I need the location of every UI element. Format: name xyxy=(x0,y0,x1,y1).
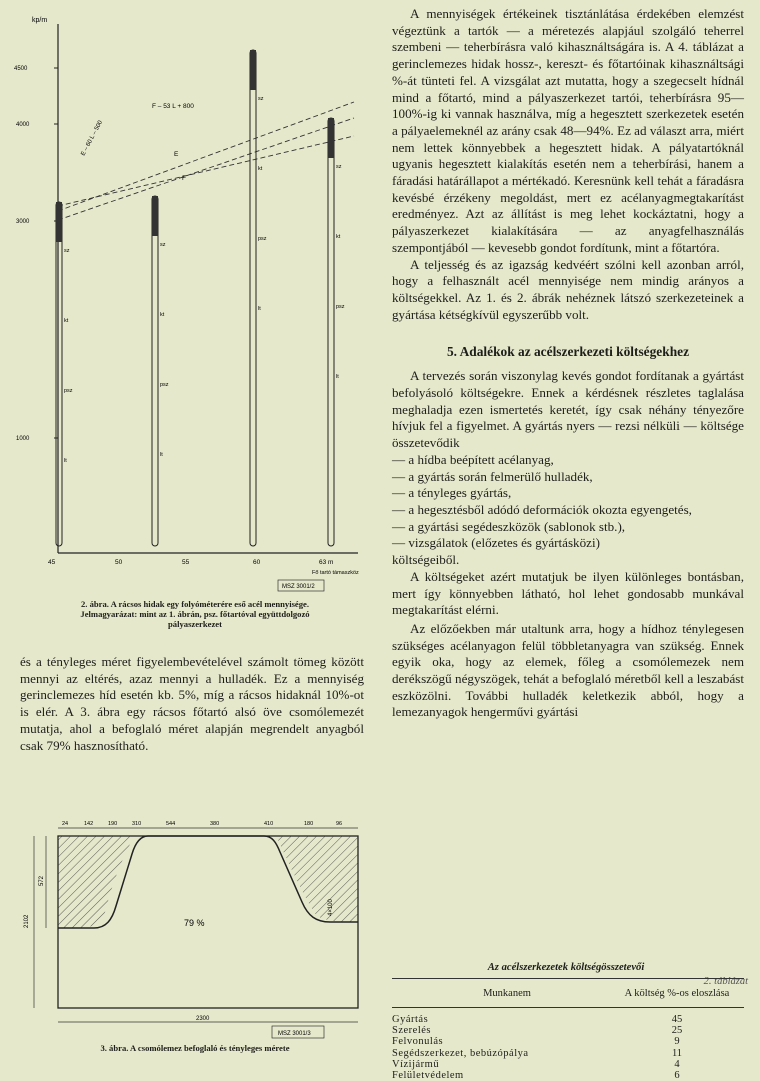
table-row xyxy=(392,1036,744,1047)
formula-mid2: E xyxy=(174,151,179,158)
bar-label: kt xyxy=(336,234,341,240)
formula-low: F xyxy=(182,175,186,182)
table-number: 2. táblázat xyxy=(703,976,748,987)
bar-label: psz xyxy=(258,236,267,242)
table-cell-name: Vízijármű xyxy=(392,1058,440,1070)
table-cell-name: Szerelés xyxy=(392,1025,431,1037)
cost-table xyxy=(392,978,744,1081)
bar xyxy=(152,196,158,546)
list-tail: költségeiből. xyxy=(392,552,460,568)
table-row xyxy=(392,1059,744,1070)
formula-mid: E – 60 L – 500 xyxy=(80,119,104,157)
table-cell-value: 25 xyxy=(671,1025,683,1037)
dim-top: 24 xyxy=(62,821,69,827)
bar-label: lt xyxy=(160,452,163,458)
caption-line: Jelmagyarázat: mint az 1. ábrán, psz. főtartóval együttdolgozó xyxy=(80,609,310,619)
list-item: — a gyártási segédeszközök (sablonok stb.), xyxy=(392,518,626,534)
table-cell-name: Felvonulás xyxy=(392,1036,444,1048)
bar xyxy=(328,118,334,546)
figure-2-caption xyxy=(20,599,370,629)
dim-top: 96 xyxy=(336,821,343,827)
dim-top: 190 xyxy=(108,821,118,827)
paragraph: Az előzőekben már utaltunk arra, hogy a hídhoz ténylegesen szükséges acélanyagon felül többletanyagra van szükség. Ennek egyik oka, hogy az elemek, főleg a csomólemezek nem derékszögű négyszögek, tehát a befoglaló méretből kell a leszabást eszközölni. További hulladék keletkezik abból, hogy a lemezanyagok hengerművi gyártási xyxy=(392,620,744,720)
bar-label: lt xyxy=(64,458,67,464)
dim-right: 4×100 xyxy=(328,899,334,916)
paragraph: A mennyiségek értékeinek tisztánlátása érdekében elemzést végeztünk a tartók — a méretezés alapjául szolgáló teherrel szembeni — teherbírásra való kihasználtságára is. A 4. táblázat a gerinclemezes hidak hossz-, kereszt- és főtartóinak kihasználtsági %-át tünteti fel. A vizsgálat azt mutatta, hogy a szegecselt hídnál mind a főtartó, mind a pályaszerkezet tartói, teherbírásra 95—100%-ig ki vannak használva, míg a hegesztett szerkezetek esetén a pályaelemeknél az arány csak 48—94%. Ez ad választ arra, miért nem lettek könnyebbek a hegesztett hidak. A pályatartóknál ugyanis hegesztett kialakítás esetén nem a teherbírási, hanem a fáradási határállapot a mértékadó. Keresnünk kell tehát a fáradásra kevésbé érzékeny megoldást, mert ez acélanyagmegtakarítást eredményez. Azt az állítást is meg lehet kockáztatni, hogy a pályaszerkezet kialakítására — az anyagfelhasználás szempontjából — kevesebb gondot fordítunk, mint a főtartóra. xyxy=(392,6,744,255)
bar-label: sz xyxy=(336,164,342,170)
right-column xyxy=(392,6,744,721)
dim-bottom: 2300 xyxy=(196,1016,210,1022)
paragraph: A tervezés során viszonylag kevés gondot fordítanak a gyártást befolyásoló költségekre. Ennek a kérdésnek részletes taglalása meghaladja ezen ismertetés keretét, így csak néhány tényezőre hívjuk fel a figyelmet. A gyártás nyers — rezsi nélküli — költsége összetevődik xyxy=(392,368,744,451)
table-cell-value: 9 xyxy=(674,1036,680,1048)
bar-label: psz xyxy=(336,304,345,310)
table-row xyxy=(392,1025,744,1036)
left-paragraph: és a tényleges méret figyelembevételével számolt tömeg között mennyi az eltérés, azaz mennyi a hulladék. Ez a mennyiség gerinclemezes híd esetén kb. 5%, míg a rácsos hidaknál 10%-ot is elér. A 3. ábra egy rácsos főtartó alsó öve csomólemezét mutatja, ahol a befoglaló méret alapján megrendelt anyagból csak 79% hasznosítható. xyxy=(20,654,364,753)
table-cell-value: 11 xyxy=(671,1047,683,1059)
bar-segment xyxy=(250,50,256,90)
table-cell-name: Gyártás xyxy=(392,1014,429,1025)
bar-label: lt xyxy=(258,306,261,312)
table-cell-value: 45 xyxy=(671,1014,683,1025)
caption-line: 2. ábra. A rácsos hidak egy folyóméterére eső acél mennyisége. xyxy=(80,599,309,609)
table-row xyxy=(392,1070,744,1081)
bar-label: kt xyxy=(258,166,263,172)
dim-top: 310 xyxy=(132,821,142,827)
x-tick: 45 xyxy=(48,559,56,566)
x-tick: 63 m xyxy=(319,559,334,566)
list-item: — a hegesztésből adódó deformációk okozta egyengetés, xyxy=(392,501,692,517)
x-tick: 50 xyxy=(115,559,123,566)
paragraph: A költségeket azért mutatjuk be ilyen különleges bontásban, mert így könnyebben látható, hol lehet gondosabb munkával megtakarítást elérni. xyxy=(392,568,744,618)
dim-top: 180 xyxy=(304,821,314,827)
list-item: — a tényleges gyártás, xyxy=(392,485,512,501)
figure-3-diagram xyxy=(14,816,368,1042)
table-title: Az acélszerkezetek költségösszetevői xyxy=(487,962,645,973)
y-tick: 4000 xyxy=(16,122,30,128)
bar xyxy=(56,202,62,546)
bar xyxy=(250,50,256,546)
dim-left2: 572 xyxy=(39,875,45,886)
figure-ref: MSZ 3001/3 xyxy=(278,1031,311,1037)
y-tick: 3000 xyxy=(16,219,30,225)
table-col-header: Munkanem xyxy=(483,987,531,999)
x-axis-label: Fő tartó támaszköz xyxy=(312,570,359,576)
formula-top: F – 53 L + 800 xyxy=(152,103,194,110)
y-tick: 1000 xyxy=(16,436,30,442)
bar-label: psz xyxy=(160,382,169,388)
x-tick: 55 xyxy=(182,559,190,566)
bar-label: sz xyxy=(64,248,70,254)
figure-3-caption: 3. ábra. A csomólemez befoglaló és tényleges mérete xyxy=(100,1043,290,1053)
bar-segment xyxy=(328,118,334,158)
bar-label: sz xyxy=(258,96,264,102)
bar-segment xyxy=(56,202,62,242)
bar-label: kt xyxy=(160,312,165,318)
dim-top: 380 xyxy=(210,821,220,827)
dim-top: 410 xyxy=(264,821,274,827)
section-heading: 5. Adalékok az acélszerkezeti költségekhez xyxy=(446,344,690,360)
bar-label: psz xyxy=(64,388,73,394)
table-cell-value: 4 xyxy=(674,1058,680,1070)
caption-line: pályaszerkezet xyxy=(168,619,222,629)
table-cell-name: Felületvédelem xyxy=(392,1070,464,1081)
table-col-header: A költség %-os eloszlása xyxy=(624,987,730,999)
dim-top: 142 xyxy=(84,821,94,827)
bar-segment xyxy=(152,196,158,236)
table-cell-value: 6 xyxy=(674,1070,680,1081)
list-item: — a gyártás során felmerülő hulladék, xyxy=(392,468,593,484)
figure-ref: MSZ 3001/2 xyxy=(282,584,315,590)
table-row xyxy=(392,1014,744,1025)
bar-label: lt xyxy=(336,374,339,380)
y-tick: 4500 xyxy=(14,66,28,72)
figure-2-chart xyxy=(14,6,368,594)
y-unit: kp/m xyxy=(32,17,48,24)
x-tick: 60 xyxy=(253,559,261,566)
bar-label: sz xyxy=(160,242,166,248)
dim-top: 544 xyxy=(166,821,176,827)
percent-label: 79 % xyxy=(184,918,205,928)
dim-left: 2102 xyxy=(24,914,30,928)
list-item: — a hídba beépített acélanyag, xyxy=(392,451,554,467)
paragraph: A teljesség és az igazság kedvéért szólni kell azonban arról, hogy a felhasznált acél mennyisége nem mindig arányos a költségekkel. Az 1. és 2. ábrák nehéznek látszó szerkezeteinek a gyártása kétségkívül egyszerűbb volt. xyxy=(392,256,744,322)
list-item: — vizsgálatok (előzetes és gyártásközi) xyxy=(392,535,600,551)
bar-label: kt xyxy=(64,318,69,324)
table-cell-name: Segédszerkezet, bebúzópálya xyxy=(392,1047,529,1059)
cost-list xyxy=(392,452,744,569)
table-row xyxy=(392,1048,744,1059)
